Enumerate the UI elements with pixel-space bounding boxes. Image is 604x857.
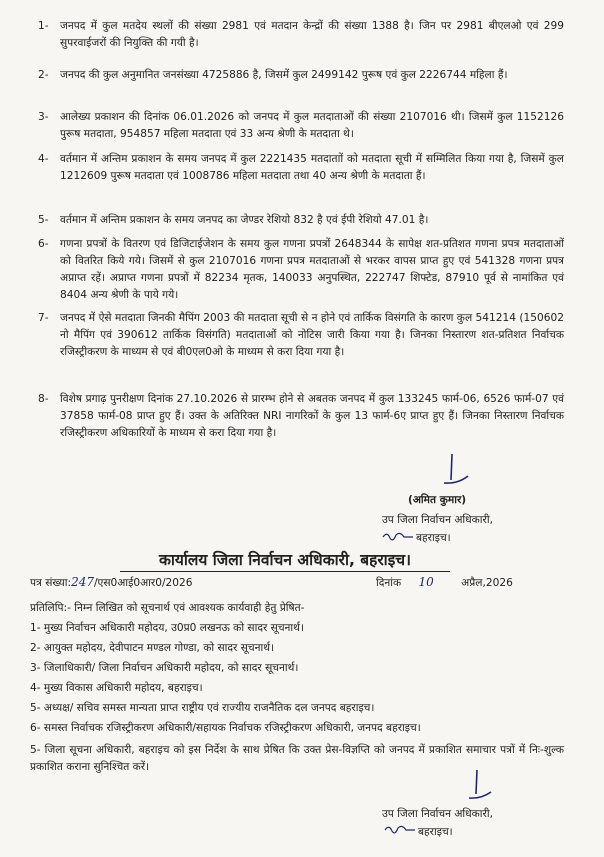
cc-item-7: 5- जिला सूचना अधिकारी, बहराइच को इस निर्देश के साथ प्रेषित कि उक्त प्रेस-विज्ञप्ति को जनपद में प्रकाशित समाचार पत्रों में निः-शुल्क प्रकाशित कराना सुनिश्चित करें। bbox=[30, 744, 564, 773]
letter-date bbox=[376, 574, 513, 592]
cc-item-1: 1- मुख्य निर्वाचन अधिकारी महोदय, उ0प्र0 लखनऊ को सादर सूचनार्थ। bbox=[30, 622, 304, 634]
letter-reference bbox=[30, 574, 193, 592]
signatory-place-2: बहराइच। bbox=[418, 826, 453, 838]
handwritten-signature-mark-2 bbox=[465, 768, 495, 804]
point-8 bbox=[38, 391, 564, 442]
signatory-designation-2: उप जिला निर्वाचन अधिकारी, bbox=[382, 808, 493, 820]
ref-number-handwritten: 247 bbox=[71, 575, 94, 589]
point-text: जनपद में ऐसे मतदाता जिनकी मैपिंग 2003 की मतदाता सूची से न होने एवं तार्किक विसंगति के कारण कुल 541214 (150602 नो मैपिंग एवं 390612 तार्किक विसंगति) मतदाताओं को नोटिस जारी किया गया है। जिनका निस्तारण शत-प्रतिशत निर्वाचक रजिस्ट्रीकरण के माध्यम से एवं बी0एल0ओ के माध्यम से करा दिया गया है। bbox=[60, 312, 564, 358]
signatory-name: (अमित कुमार) bbox=[408, 494, 467, 506]
point-number: 6- bbox=[38, 238, 49, 250]
point-1 bbox=[38, 18, 564, 52]
point-text: गणना प्रपत्रों के वितरण एवं डिजिटाईजेशन के समय कुल गणना प्रपत्रों 2648344 के सापेक्ष शत-प्रतिशत गणना प्रपत्र मतदाताओं को वितरित किये गये। जिसमें से कुल 2107016 गणना प्रपत्र मतदाताओं से भरकर वापस प्राप्त हुए एवं 541328 गणना प्रपत्र अप्राप्त रहें। अप्राप्त गणना प्रपत्रों में 82234 मृतक, 140033 अनुपस्थित, 222747 शिफ्टेड, 87910 पूर्व से नामांकित एवं 8404 अन्य श्रेणी के पाये गये। bbox=[60, 238, 564, 301]
initials-mark-2 bbox=[382, 822, 418, 838]
point-text: विशेष प्रगाढ़ पुनरीक्षण दिनांक 27.10.2026 से प्रारम्भ होने से अबतक जनपद में कुल 133245 फार्म-06, 6526 फार्म-07 एवं 37858 फार्म-08 प्राप्त हुए हैं। उक्त के अतिरिक्त NRI नागरिकों के कुल 13 फार्म-6ए प्राप्त हुए हैं। जिनका निस्तारण निर्वाचक रजिस्ट्रीकरण अधिकारियों के माध्यम से करा दिया गया है। bbox=[60, 393, 564, 439]
point-number: 4- bbox=[38, 153, 49, 165]
point-text: वर्तमान में अन्तिम प्रकाशन के समय जनपद में कुल 2221435 मतदाताों को मतदाता सूची में सम्मिलित किया गया है, जिसमें कुल 1212609 पुरूष मतदाता एवं 1008786 महिला मतदाता तथा 40 अन्य श्रेणी के मतदाता हैं। bbox=[60, 153, 564, 182]
point-number: 8- bbox=[38, 393, 49, 405]
signatory-place: बहराइच। bbox=[416, 532, 451, 544]
point-number: 5- bbox=[38, 214, 49, 226]
handwritten-signature-mark bbox=[438, 450, 478, 490]
point-number: 3- bbox=[38, 111, 49, 123]
point-text: वर्तमान में अन्तिम प्रकाशन के समय जनपद का जेण्डर रेशियो 832 है एवं ईपी रेशियो 47.01 है। bbox=[60, 214, 429, 226]
signatory-designation: उप जिला निर्वाचन अधिकारी, bbox=[382, 514, 493, 526]
point-5 bbox=[38, 212, 564, 229]
ref-prefix: पत्र संख्या: bbox=[30, 577, 72, 589]
cc-item-4: 4- मुख्य विकास अधिकारी महोदय, बहराइच। bbox=[30, 682, 203, 694]
point-text: जनपद में कुल मतदेय स्थलों की संख्या 2981 एवं मतदान केन्द्रों की संख्या 1388 है। जिन पर 2981 बीएलओ एवं 299 सुपरवाईजरों की नियुक्ति की गयी है। bbox=[60, 20, 564, 49]
point-7 bbox=[38, 310, 564, 361]
point-number: 1- bbox=[38, 20, 49, 32]
cc-item-5: 5- अध्यक्ष/ सचिव समस्त मान्यता प्राप्त राष्ट्रीय एवं राज्यीय राजनैतिक दल जनपद बहराइच। bbox=[30, 702, 375, 714]
office-title: कार्यालय जिला निर्वाचन अधिकारी, बहराइच। bbox=[120, 548, 450, 572]
ref-suffix: /एस0आई0आर0/2026 bbox=[93, 577, 193, 589]
point-4 bbox=[38, 151, 564, 185]
date-rest: अप्रैल,2026 bbox=[461, 577, 513, 589]
initials-mark bbox=[380, 529, 416, 545]
point-2 bbox=[38, 67, 564, 84]
point-text: जनपद की कुल अनुमानित जनसंख्या 4725886 है, जिसमें कुल 2499142 पुरूष एवं कुल 2226744 महिला हैं। bbox=[60, 69, 508, 81]
date-day-handwritten: 10 bbox=[418, 575, 434, 589]
date-label: दिनांक bbox=[376, 577, 402, 589]
point-3 bbox=[38, 109, 564, 143]
point-number: 2- bbox=[38, 69, 49, 81]
point-number: 7- bbox=[38, 312, 49, 324]
cc-heading: प्रतिलिपि:- निम्न लिखित को सूचनार्थ एवं आवश्यक कार्यवाही हेतु प्रेषित- bbox=[30, 602, 305, 614]
cc-item-2: 2- आयुक्त महोदय, देवीपाटन मण्डल गोण्डा, को सादर सूचनार्थ। bbox=[30, 642, 275, 654]
point-6 bbox=[38, 236, 564, 304]
cc-item-6: 6- समस्त निर्वाचक रजिस्ट्रीकरण अधिकारी/सहायक निर्वाचक रजिस्ट्रीकरण अधिकारी, जनपद बहराइच। bbox=[30, 722, 421, 734]
cc-item-3: 3- जिलाधिकारी/ जिला निर्वाचन अधिकारी महोदय, को सादर सूचनार्थ। bbox=[30, 662, 299, 674]
point-text: आलेख्य प्रकाशन की दिनांक 06.01.2026 को जनपद में कुल मतदाताओं की संख्या 2107016 थी। जिसमें कुल 1152126 पुरूष मतदाता, 954857 महिला मतदाता एवं 33 अन्य श्रेणी के मतदाता थे। bbox=[60, 111, 564, 140]
